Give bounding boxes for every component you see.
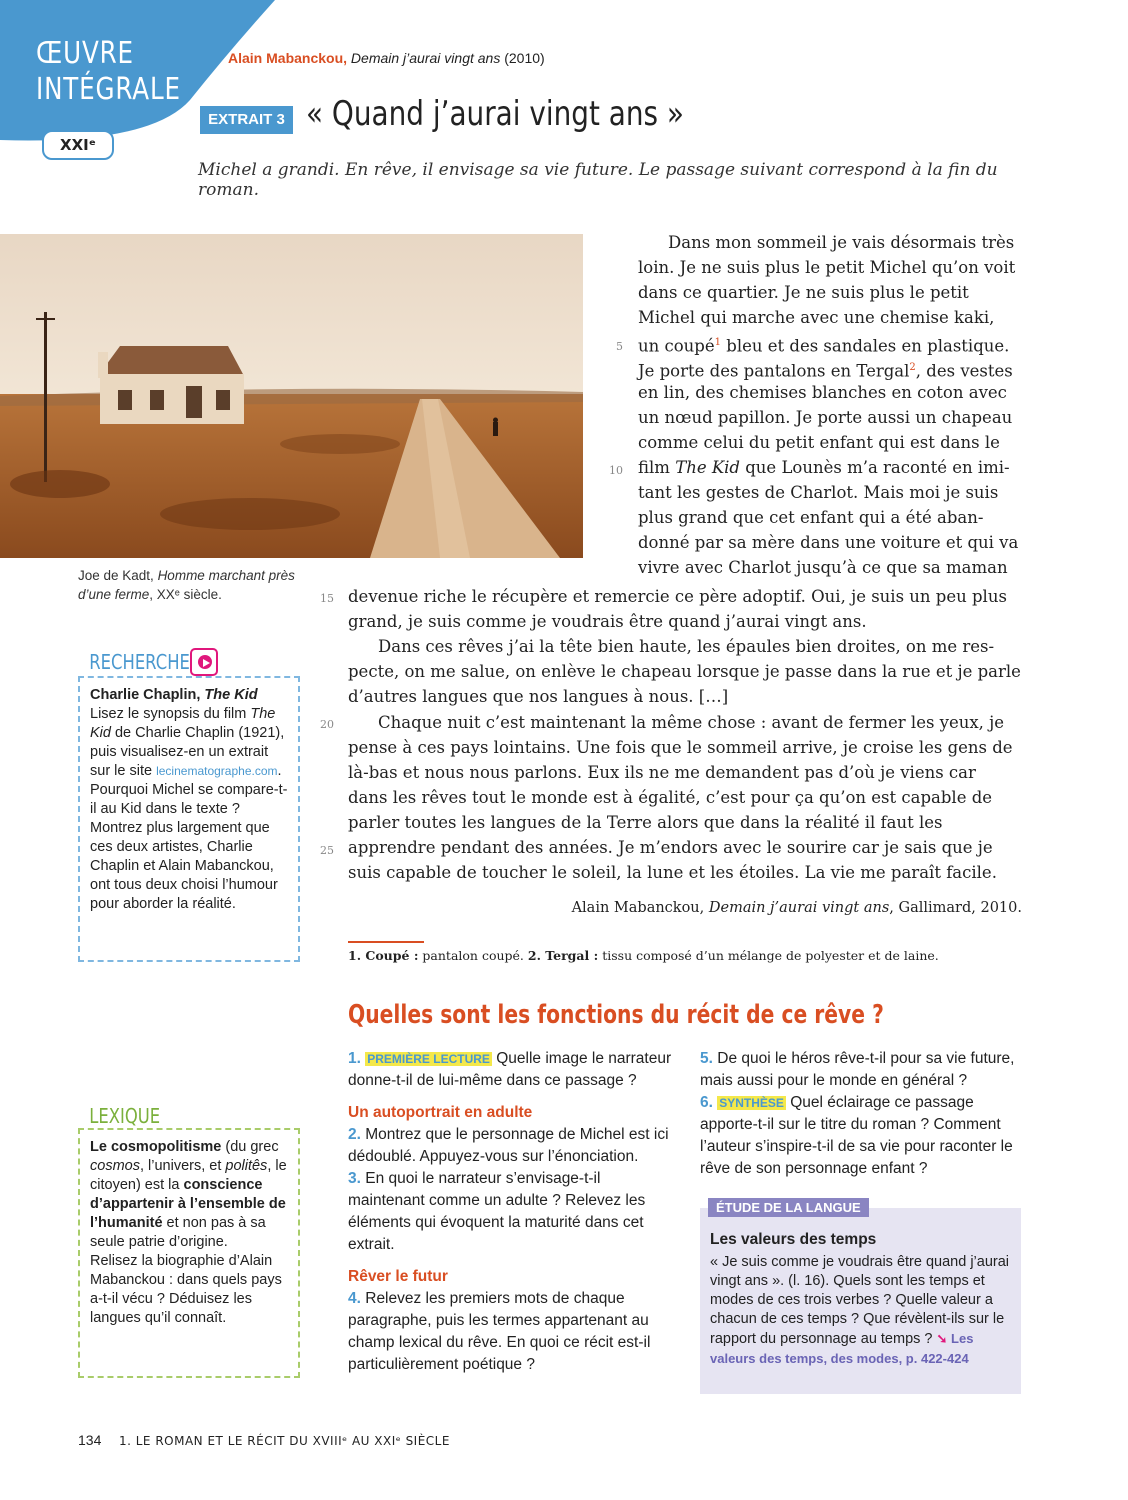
subheading-rever: Rêver le futur <box>348 1268 448 1285</box>
footnote-ref-1: 1 <box>714 337 722 348</box>
author-line <box>228 50 545 66</box>
lexique-definition <box>90 1138 288 1252</box>
recherche-title <box>90 686 288 705</box>
footnote-ref-2: 2 <box>909 362 916 373</box>
text-line-24: parler toutes les langues de la Terre alors que dans la réalité il faut les <box>348 813 943 832</box>
recherche-film: The Kid <box>90 706 276 741</box>
source-citation <box>572 900 1022 916</box>
text-line-13: donné par sa mère dans une voiture et qui va <box>638 533 1019 552</box>
text-line-10a: film <box>638 458 676 477</box>
etude-reference[interactable]: Les valeurs des temps, des modes, p. 422-424 <box>710 1331 974 1366</box>
lexique-def-a: (du grec <box>221 1139 279 1155</box>
text-line-3: dans ce quartier. Je ne suis plus le petit <box>638 283 969 302</box>
photo-caption <box>78 566 318 604</box>
banner-title <box>36 36 181 108</box>
caption-title: Homme marchant près d’une ferme <box>78 568 295 602</box>
text-line-10b: The Kid <box>675 458 740 477</box>
lexique-term: Le cosmopolitisme <box>90 1139 222 1155</box>
footnote-1-def: pantalon coupé. <box>418 948 528 963</box>
recherche-text-3: . Pourquoi Michel se compare-t-il au Kid dans le texte ? Montrez plus largement que ces deux artistes, Charlie Chaplin et Alain Mabanckou, ont tous deux choisi l’humour pour aborder la réalité. <box>90 763 288 912</box>
text-line-6a: Je porte des pantalons en Tergal <box>638 361 910 381</box>
question-3 <box>348 1168 674 1256</box>
banner-line-2: INTÉGRALE <box>36 72 181 107</box>
etude-text: « Je suis comme je voudrais être quand j’aurai vingt ans ». (l. 16). Quels sont les temps et modes de ces trois verbes ? Quelle valeur a chacun de ces temps ? Que révèlent-ils sur le rapport du personnage au temps ? <box>710 1254 1010 1347</box>
text-line-25: apprendre pendant des années. Je m’endors avec le sourire car je sais que je <box>348 838 993 857</box>
question-1-number: 1. <box>348 1050 361 1067</box>
question-2-number: 2. <box>348 1126 361 1143</box>
recherche-box <box>78 676 300 962</box>
line-number-5: 5 <box>616 340 623 353</box>
lexique-def-b: , l’univers, et <box>139 1158 226 1174</box>
recherche-text-1: Lisez le synopsis du film <box>90 706 251 722</box>
question-2 <box>348 1124 674 1168</box>
question-3-number: 3. <box>348 1170 361 1187</box>
recherche-title-film: The Kid <box>204 687 258 703</box>
question-4 <box>348 1288 674 1376</box>
question-5 <box>700 1048 1025 1092</box>
text-line-1: Dans mon sommeil je vais désormais très <box>668 233 1015 252</box>
text-line-4: Michel qui marche avec une chemise kaki, <box>638 308 995 327</box>
text-line-7: en lin, des chemises blanches en coton avec <box>638 383 1007 402</box>
question-5-number: 5. <box>700 1050 713 1067</box>
book-year: (2010) <box>504 50 545 66</box>
text-line-5a: un coupé <box>638 336 715 356</box>
footnotes <box>348 948 939 963</box>
footnote-divider <box>348 941 424 943</box>
question-5-text: De quoi le héros rêve-t-il pour sa vie future, mais aussi pour le monde en général ? <box>700 1050 1015 1089</box>
question-3-text: En quoi le narrateur s’envisage-t-il maintenant comme un adulte ? Relevez les éléments qui évoquent la maturité dans cet extrait. <box>348 1170 646 1253</box>
text-line-19: d’autres langues que nos langues à nous. […] <box>348 687 729 706</box>
text-line-10c: que Lounès m’a raconté en imi- <box>740 458 1010 477</box>
text-line-17: Dans ces rêves j’ai la tête bien haute, les épaules bien droites, on me res- <box>378 637 995 656</box>
author-name: Alain Mabanckou, <box>228 50 348 66</box>
text-line-15: devenue riche le récupère et remercie ce père adoptif. Oui, je suis un peu plus <box>348 587 1007 606</box>
recherche-title-name: Charlie Chaplin, <box>90 687 205 703</box>
page-footer <box>78 1432 450 1448</box>
question-4-text: Relevez les premiers mots de chaque paragraphe, puis les termes appartenant au champ lexical du rêve. En quoi ce récit est-il particulièrement poétique ? <box>348 1290 651 1373</box>
premiere-lecture-tag: PREMIÈRE LECTURE <box>367 1052 490 1066</box>
arrow-icon: ➘ <box>936 1331 948 1346</box>
text-line-6b: , des vestes <box>915 361 1013 381</box>
chapter-title: 1. LE ROMAN ET LE RÉCIT DU XVIIIᵉ AU XXIᵉ SIÈCLE <box>118 1434 450 1448</box>
lexique-cosmos: cosmos <box>90 1158 140 1174</box>
text-line-20: Chaque nuit c’est maintenant la même chose : avant de fermer les yeux, je <box>378 713 1005 732</box>
text-line-9: comme celui du petit enfant qui est dans le <box>638 433 1000 452</box>
text-line-21: pense à ces pays lointains. Une fois que le sommeil arrive, je croise les gens de <box>348 738 1013 757</box>
lexique-box <box>78 1128 300 1378</box>
text-line-11: tant les gestes de Charlot. Mais moi je suis <box>638 483 999 502</box>
text-line-18: pecte, on me salue, on enlève le chapeau lorsque je passe dans la rue et je parle <box>348 662 1021 681</box>
text-line-12: plus grand que cet enfant qui a été aban- <box>638 508 984 527</box>
text-line-10 <box>638 455 1010 480</box>
caption-century: , XXᵉ siècle. <box>149 587 222 602</box>
question-1 <box>348 1048 674 1092</box>
text-line-14: vivre avec Charlot jusqu’à ce que sa maman <box>638 558 1008 577</box>
etude-title: Les valeurs des temps <box>710 1231 877 1248</box>
etude-langue-tag: ÉTUDE DE LA LANGUE <box>708 1198 869 1217</box>
text-line-26: suis capable de toucher le soleil, la lune et les étoiles. La vie me paraît facile. <box>348 863 997 882</box>
video-play-icon[interactable] <box>190 648 218 676</box>
question-4-number: 4. <box>348 1290 361 1307</box>
source-publisher: , Gallimard, 2010. <box>889 900 1022 916</box>
lexique-def-bold: conscience d’appartenir à l’ensemble de l’humanité <box>90 1177 286 1231</box>
source-author: Alain Mabanckou, <box>571 900 709 916</box>
footnote-2-def: tissu composé d’un mélange de polyester et de laine. <box>598 948 939 963</box>
question-6 <box>700 1092 1025 1180</box>
question-6-number: 6. <box>700 1094 713 1111</box>
question-1-text: Quelle image le narrateur donne-t-il de lui-même dans ce passage ? <box>348 1050 672 1089</box>
farm-illustration <box>0 234 583 558</box>
text-line-8: un nœud papillon. Je porte aussi un chapeau <box>638 408 1013 427</box>
line-number-20: 20 <box>320 718 334 731</box>
farm-photo <box>0 234 583 558</box>
etude-langue-box <box>700 1208 1021 1394</box>
book-title: Demain j’aurai vingt ans <box>350 50 501 66</box>
questions-column-2 <box>700 1048 1025 1180</box>
century-badge: XXIᵉ <box>42 130 114 160</box>
lexique-def-d: et non pas à sa seule patrie d’origine. <box>90 1215 266 1250</box>
question-2-text: Montrez que le personnage de Michel est ici dédoublé. Appuyez-vous sur l’énonciation. <box>348 1126 669 1165</box>
question-6-text: Quel éclairage ce passage apporte-t-il sur le titre du roman ? Comment l’auteur s’inspire-t-il de sa vie pour raconter le rêve de son personnage enfant ? <box>700 1094 1013 1177</box>
etude-body <box>710 1253 1011 1369</box>
intro-text: Michel a grandi. En rêve, il envisage sa vie future. Le passage suivant correspond à la fin du roman. <box>198 160 998 200</box>
page-title: « Quand j’aurai vingt ans » <box>306 94 684 134</box>
text-line-5b: bleu et des sandales en plastique. <box>721 336 1010 356</box>
page-number: 134 <box>78 1432 102 1448</box>
caption-author: Joe de Kadt, <box>78 568 158 583</box>
text-line-22: là-bas et nous nous parlons. Eux ils ne me demandent pas d’où je viens car <box>348 763 976 782</box>
recherche-heading: RECHERCHE <box>86 650 193 674</box>
subheading-autoportrait: Un autoportrait en adulte <box>348 1104 533 1121</box>
recherche-text-2: de Charlie Chaplin (1921), puis visualisez-en un extrait sur le site <box>90 725 285 779</box>
line-number-25: 25 <box>320 844 334 857</box>
lexique-task: Relisez la biographie d’Alain Mabanckou : dans quels pays a-t-il vécu ? Déduisez les langues qu’il connaît. <box>90 1253 282 1326</box>
synthese-tag: SYNTHÈSE <box>719 1096 784 1110</box>
website-link[interactable]: lecinematographe.com <box>156 764 278 778</box>
questions-column-1 <box>348 1048 674 1376</box>
text-line-2: loin. Je ne suis plus le petit Michel qu’on voit <box>638 258 1016 277</box>
banner-line-1: ŒUVRE <box>36 36 134 71</box>
text-line-16: grand, je suis comme je voudrais être quand j’aurai vingt ans. <box>348 612 867 631</box>
text-line-23: dans les rêves tout le monde est à égalité, c’est pour ça qu’on est capable de <box>348 788 993 807</box>
source-title: Demain j’aurai vingt ans <box>708 900 890 916</box>
footnote-1-term: 1. Coupé : <box>348 948 419 963</box>
lexique-def-c: , le citoyen) est la <box>90 1158 287 1193</box>
extract-badge: EXTRAIT 3 <box>200 106 293 134</box>
footnote-2-term: 2. Tergal : <box>527 948 599 963</box>
line-number-10: 10 <box>609 464 623 477</box>
lexique-heading: LEXIQUE <box>86 1104 163 1128</box>
recherche-body <box>90 705 288 914</box>
line-number-15: 15 <box>320 592 334 605</box>
lexique-polites: politês <box>225 1158 268 1174</box>
questions-title: Quelles sont les fonctions du récit de ce rêve ? <box>348 1000 884 1030</box>
